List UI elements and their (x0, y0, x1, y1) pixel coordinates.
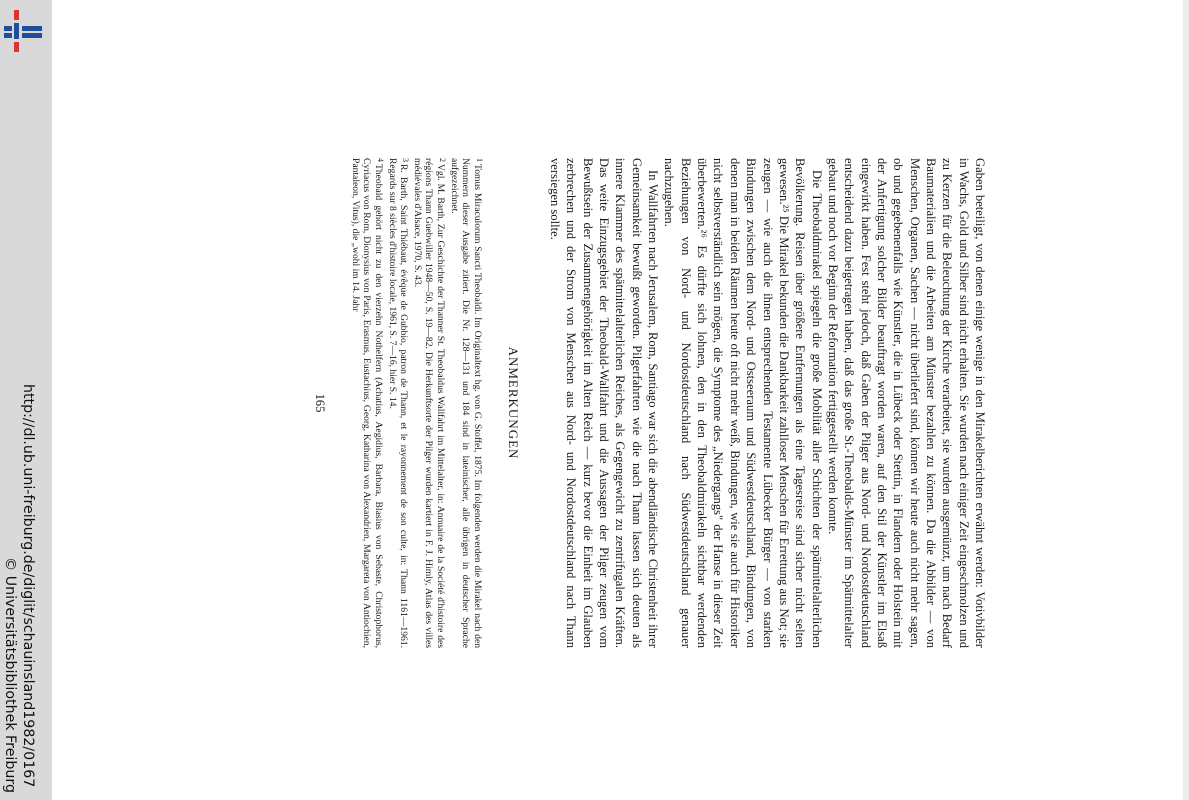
footnote-number: 1 (474, 158, 484, 162)
footnotes (349, 158, 485, 648)
footnote-number: 2 (437, 158, 447, 162)
viewer-sidebar (0, 0, 52, 800)
paragraph: Gaben beteiligt, von denen einige wenige in den Mirakelberichten erwähnt werden: Votivbilder in Wachs, Gold und Silber sind nicht erhalten. Sie wurden nach einiger Zeit eingeschmolzen und zu Kerzen für die Beleuchtung der Kirche verarbeitet, sie wurden ausgemünzt, um nach Bedarf Baumaterialien und die Arbeiten am Münster bezahlen zu können. Da die Abbilder — von Menschen, Organen, Sachen — nicht überliefert sind, können wir heute auch nicht mehr sagen, ob und gegebenenfalls wie Künstler, die in Lübeck oder Stettin, in Flandern oder Holstein mit der Anfertigung solcher Bilder beauftragt worden waren, auf den Stil der Künstler im Elsaß eingewirkt haben. Fest steht jedoch, daß Gaben der Pilger aus Nord- und Nordostdeutschland entscheidend dazu beigetragen haben, daß das große St.-Theobalds-Münster im Spätmittelalter gebaut und noch vor Beginn der Reformation fertiggestellt werden konnte. (825, 158, 987, 648)
footnote-text: Tomus Miraculorum Sancti Theobaldi. Im Originaltext hg. von G. Stoffel, 1875. Im folgenden werden die Mirakel nach den Nummern dieser Ausgabe zitiert. Die Nr. 128—131 und 184 sind in lateinischer, alle übrigen in deutscher Sprache aufgezeichnet. (448, 158, 483, 648)
paragraph: Die Theobaldmirakel spiegeln die große Mobilität aller Schichten der spätmittelalterlichen Bevölkerung. Reisen über größere Entfernungen als eine Tagesreise sind sicher nicht selten gewesen.²⁵ Die Mirakel bekunden die Dankbarkeit zahlloser Menschen für Errettung aus Not; sie zeugen — wie auch die ihnen entsprechenden Testamente Lübecker Bürger — von starken Bindungen zwischen dem Nord- und Ostseeraum und Südwestdeutschland, Bindungen, von denen man in beiden Räumen heute oft nicht mehr weiß, Bindungen, wie sie auch für Historiker nicht selbstverständlich sein mögen, die Symptome des „Niedergangs" der Hanse in dieser Zeit überbewerten.²⁶ Es dürfte sich lohnen, den in den Theobaldmirakeln sichtbar werdenden Beziehungen von Nord- und Nordostdeutschland nach Südwestdeutschland genauer nachzugehen. (662, 158, 824, 648)
footnote (349, 158, 386, 648)
notes-heading: ANMERKUNGEN (505, 346, 521, 460)
footnote-text: R. Barth, Saint Thiébaut, évêque de Gubbio, patron de Thann, et le rayonnement de son culte, in: Thann 1161—1961. Regards sur 8 siècles d'histoire locale, 1961, S. 7—16, hier S. 14. (386, 158, 410, 648)
footnote (386, 158, 411, 648)
footnote-text: Theobald gehört nicht zu den vierzehn Nothelfern (Achatius, Aegidius, Barbara, Blasius von Sebaste, Christophorus, Cyriacus von Rom, Dionysius von Paris, Erasmus, Eustachius, Georg, Katharina von Alexandrien, Margareta von Antiochien, Pantaleon, Vitus), die „wohl im 14. Jahr (349, 158, 384, 648)
paragraph: In Wallfahrten nach Jerusalem, Rom, Santiago war sich die abendländische Christenheit ihrer Gemeinsamkeit bewußt geworden. Pilgerfahrten wie die nach Thann lassen sich deuten als innere Klammer des spätmittelalterlichen Reiches, als Gegengewicht zu zentrifugalen Kräften. Das weite Einzugsgebiet der Theobald-Wallfahrt und die Aussagen der Pilger zeugen vom Bewußtsein der Zusammengehörigkeit im Alten Reich — kurz bevor die Einheit im Glauben zerbrechen und der Strom von Menschen aus Nord- und Nordostdeutschland nach Thann versiegen sollte. (548, 158, 661, 648)
source-url[interactable]: http://dl.ub.uni-freiburg.de/diglit/schauinsland1982/0167 (20, 384, 36, 788)
footnote-number: 4 (375, 158, 385, 162)
body-text (547, 158, 988, 648)
footnote (411, 158, 448, 648)
scanned-page (313, 158, 988, 648)
page-edge (1183, 0, 1189, 800)
page-number: 165 (313, 393, 328, 413)
footnote-text: Vgl. M. Barth, Zur Geschichte der Thanner St. Theobaldus Wallfahrt im Mittelalter, in: Annuaire de la Société d'histoire des régions Thann Guebwiller 1948—50, S. 19—82. Die Herkunftsorte der Pilger wurden kartiert in F. J. Himly, Atlas des villes médiévales d'Alsace, 1970, S. 43. (411, 158, 446, 648)
copyright-notice: © Universitätsbibliothek Freiburg (2, 557, 18, 793)
footnote-number: 3 (401, 158, 411, 162)
footnote (448, 158, 485, 648)
